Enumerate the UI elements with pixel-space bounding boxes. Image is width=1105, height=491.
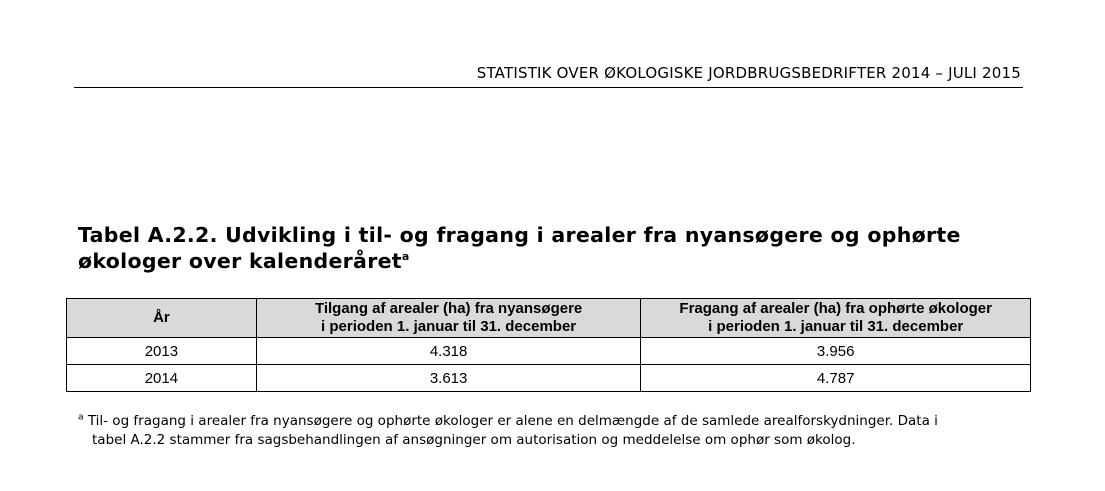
footnote-text-1: Til- og fragang i arealer fra nyansøgere og ophørte økologer er alene en delmængde af de samlede arealforskydninger. Data i — [87, 413, 938, 429]
footnote-mark: a — [78, 412, 84, 423]
table-title-line-1: Tabel A.2.2. Udvikling i til- og fragang i arealer fra nyansøgere og ophørte — [78, 223, 961, 247]
table-row — [67, 365, 1031, 392]
cell-year: 2013 — [67, 338, 257, 365]
header-inflow — [256, 299, 641, 338]
header-outflow — [641, 299, 1031, 338]
footnote-line-2: tabel A.2.2 stammer fra sagsbehandlingen af ansøgninger om autorisation og meddelelse om ophør som økolog. — [92, 432, 856, 448]
table-row — [67, 338, 1031, 365]
header-year: År — [67, 299, 257, 338]
data-table — [66, 298, 1031, 392]
cell-inflow: 4.318 — [256, 338, 641, 365]
header-rule — [74, 87, 1023, 88]
header-outflow-line-1: Fragang af arealer (ha) fra ophørte økologer — [679, 300, 992, 317]
cell-year: 2014 — [67, 365, 257, 392]
cell-outflow: 3.956 — [641, 338, 1031, 365]
header-outflow-line-2: i perioden 1. januar til 31. december — [708, 318, 964, 335]
cell-inflow: 3.613 — [256, 365, 641, 392]
table-title-line-2-text: økologer over kalenderåret — [78, 249, 402, 273]
table-header-row — [67, 299, 1031, 338]
table-title-line-2 — [78, 248, 1038, 274]
footnote-line-1 — [78, 412, 1038, 431]
header-inflow-line-1: Tilgang af arealer (ha) fra nyansøgere — [314, 300, 583, 317]
running-header: STATISTIK OVER ØKOLOGISKE JORDBRUGSBEDRIFTER 2014 – JULI 2015 — [476, 64, 1021, 82]
cell-outflow: 4.787 — [641, 365, 1031, 392]
header-inflow-line-2: i perioden 1. januar til 31. december — [321, 318, 577, 335]
table-title — [78, 222, 1038, 274]
title-footnote-mark: a — [401, 250, 410, 264]
footnote — [78, 412, 1038, 450]
